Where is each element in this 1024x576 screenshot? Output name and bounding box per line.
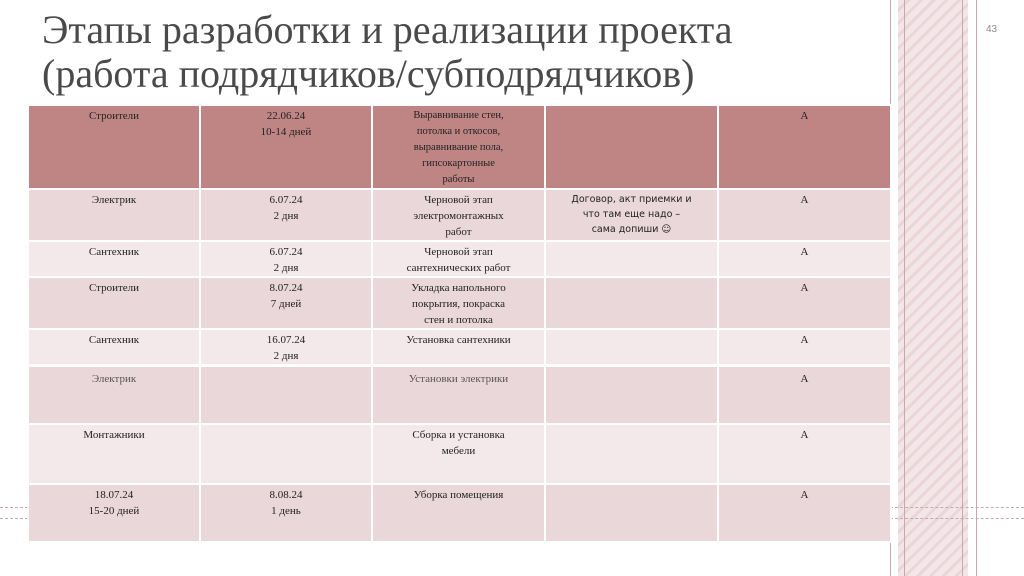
table-cell: А	[718, 189, 891, 241]
slide-title	[42, 8, 882, 96]
table-row	[28, 329, 891, 365]
table-cell: Сантехник	[28, 241, 200, 277]
table-cell: Монтажники	[28, 424, 200, 484]
table-row	[28, 105, 891, 189]
table-cell: Сборка и установка мебели	[372, 424, 545, 484]
table-cell: Черновой этап электромонтажных работ	[372, 189, 545, 241]
table-cell: Сантехник	[28, 329, 200, 365]
table-row	[28, 366, 891, 424]
table-cell: А	[718, 424, 891, 484]
table-cell	[545, 105, 718, 189]
table-cell	[200, 424, 372, 484]
table-cell: А	[718, 329, 891, 365]
table-cell	[545, 484, 718, 542]
table-cell	[545, 424, 718, 484]
stages-table-2	[27, 365, 892, 543]
table-cell: А	[718, 241, 891, 277]
table-cell: Установка сантехники	[372, 329, 545, 365]
table-cell: 8.08.24 1 день	[200, 484, 372, 542]
slide-title-line-1: Этапы разработки и реализации проекта	[42, 7, 733, 52]
table-cell: А	[718, 484, 891, 542]
table-row	[28, 484, 891, 542]
table-cell: Уборка помещения	[372, 484, 545, 542]
table-cell	[545, 277, 718, 329]
table-cell: Электрик	[28, 189, 200, 241]
table-cell: 16.07.24 2 дня	[200, 329, 372, 365]
decorative-side-panel	[898, 0, 968, 576]
table-cell	[545, 241, 718, 277]
table-cell: Строители	[28, 277, 200, 329]
table-cell: 18.07.24 15-20 дней	[28, 484, 200, 542]
decorative-line	[962, 0, 963, 576]
table-cell: Черновой этап сантехнических работ	[372, 241, 545, 277]
table-row	[28, 424, 891, 484]
table-cell: Установки электрики	[372, 366, 545, 424]
table-cell	[200, 366, 372, 424]
table-row	[28, 277, 891, 329]
table-cell: 8.07.24 7 дней	[200, 277, 372, 329]
stages-table-1	[27, 104, 892, 366]
decorative-line	[890, 507, 1024, 508]
table-cell: А	[718, 366, 891, 424]
table-row	[28, 241, 891, 277]
table-cell	[545, 329, 718, 365]
table-row	[28, 189, 891, 241]
table-cell: Строители	[28, 105, 200, 189]
table-cell: А	[718, 277, 891, 329]
decorative-line	[0, 518, 28, 519]
table-cell: 22.06.24 10-14 дней	[200, 105, 372, 189]
table-cell	[545, 366, 718, 424]
table-cell: Укладка напольного покрытия, покраска стен и потолка	[372, 277, 545, 329]
decorative-line	[904, 0, 905, 576]
slide-title-line-2: (работа подрядчиков/субподрядчиков)	[42, 51, 695, 96]
page-number: 43	[986, 24, 998, 35]
table-cell: Электрик	[28, 366, 200, 424]
table-cell: 6.07.24 2 дня	[200, 241, 372, 277]
decorative-line	[890, 518, 1024, 519]
table-cell: 6.07.24 2 дня	[200, 189, 372, 241]
table-note-cell: Договор, акт приемки и что там еще надо – сама допиши ☺	[545, 189, 718, 241]
table-cell: А	[718, 105, 891, 189]
decorative-line	[0, 507, 28, 508]
decorative-line	[976, 0, 977, 576]
table-cell: Выравнивание стен, потолка и откосов, выравнивание пола, гипсокартонные работы	[372, 105, 545, 189]
